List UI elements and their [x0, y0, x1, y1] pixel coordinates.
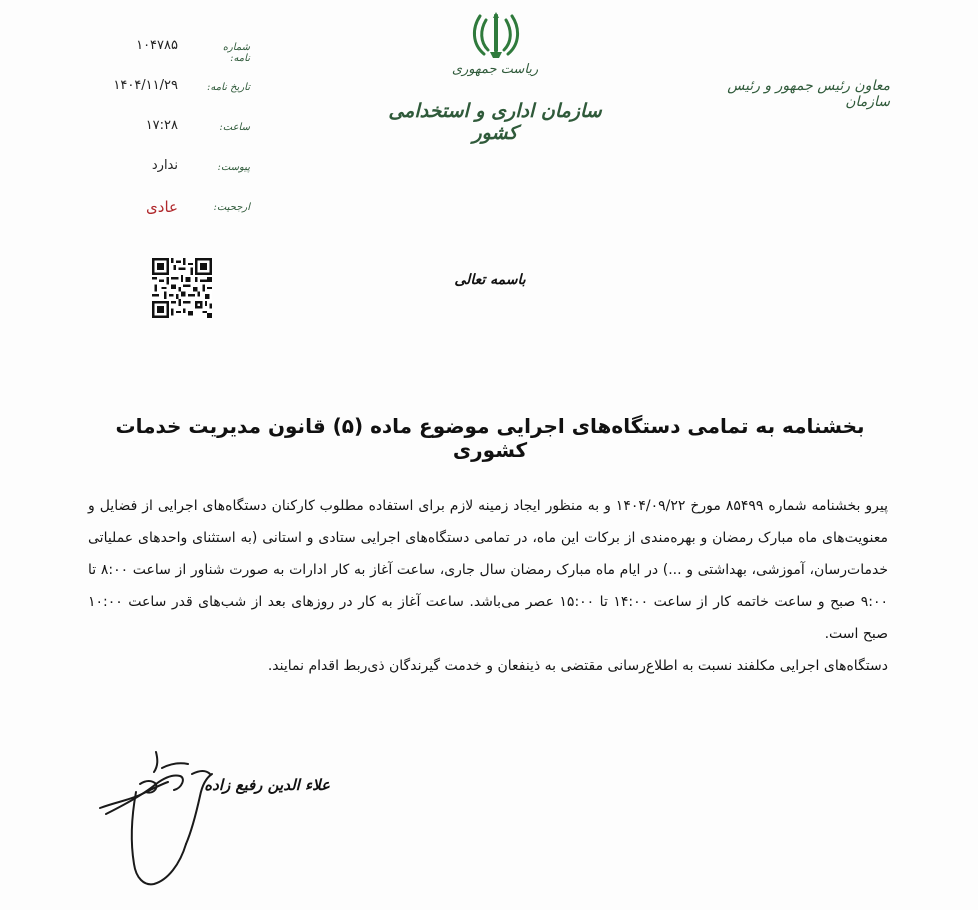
letter-attachment: ندارد [151, 158, 178, 173]
letter-time: ۱۷:۲۸ [145, 118, 178, 133]
meta-row-attachment [100, 156, 250, 196]
meta-label: ساعت: [219, 122, 250, 133]
presidency-label: ریاست جمهوری [451, 62, 539, 77]
letter-meta [100, 36, 250, 236]
meta-row-number [100, 36, 250, 76]
letter-number: ۱۰۴۷۸۵ [136, 38, 178, 53]
meta-label: تاریخ نامه: [207, 82, 250, 93]
letter-priority: عادی [146, 198, 178, 216]
document-body [88, 490, 888, 682]
invocation-heading: باسمه تعالی [454, 272, 526, 288]
meta-label: ارجحیت: [213, 202, 250, 213]
organization-name: سازمان اداری و استخدامی کشور [388, 100, 602, 144]
deputy-title: معاون رئیس جمهور و رئیس سازمان [727, 78, 890, 110]
letter-date: ۱۴۰۴/۱۱/۲۹ [113, 78, 178, 93]
qr-code-icon [152, 258, 212, 318]
handwritten-signature [96, 744, 316, 894]
meta-row-time [100, 116, 250, 156]
body-paragraph: دستگاه‌های اجرایی مکلفند نسبت به اطلاع‌رسانی مقتضی به ذینفعان و خدمت گیرندگان ذی‌ربط اقدام نمایند. [267, 658, 888, 674]
body-paragraph: پیرو بخشنامه شماره ۸۵۴۹۹ مورخ ۱۴۰۴/۰۹/۲۲ و به منظور ایجاد زمینه لازم برای استفاده مطلوب کارکنان دستگاه‌های اجرایی از فضایل و معنویت‌های ماه مبارک رمضان و بهره‌مندی از برکات این ماه، در تمامی دستگاه‌های اجرایی ستادی و استانی (به استثنای واحدهای عملیاتی خدمات‌رسان، آموزشی، بهداشتی و ...) در ایام ماه مبارک رمضان سال جاری، ساعت آغاز به کار ادارات به صورت شناور از ساعت ۸:۰۰ تا ۹:۰۰ صبح و ساعت خاتمه کار از ساعت ۱۴:۰۰ تا ۱۵:۰۰ عصر می‌باشد. ساعت آغاز به کار در روزهای بعد از شب‌های قدر ساعت ۱۰:۰۰ صبح است. [88, 498, 889, 642]
signer-name: علاء الدین رفیع زاده [204, 776, 330, 794]
meta-row-date [100, 76, 250, 116]
meta-row-priority [100, 196, 250, 236]
iran-emblem-icon [468, 8, 524, 62]
meta-label: شماره نامه: [222, 42, 250, 64]
document-title: بخشنامه به تمامی دستگاه‌های اجرایی موضوع ماده (۵) قانون مدیریت خدمات کشوری [115, 414, 865, 462]
meta-label: پیوست: [217, 162, 250, 173]
